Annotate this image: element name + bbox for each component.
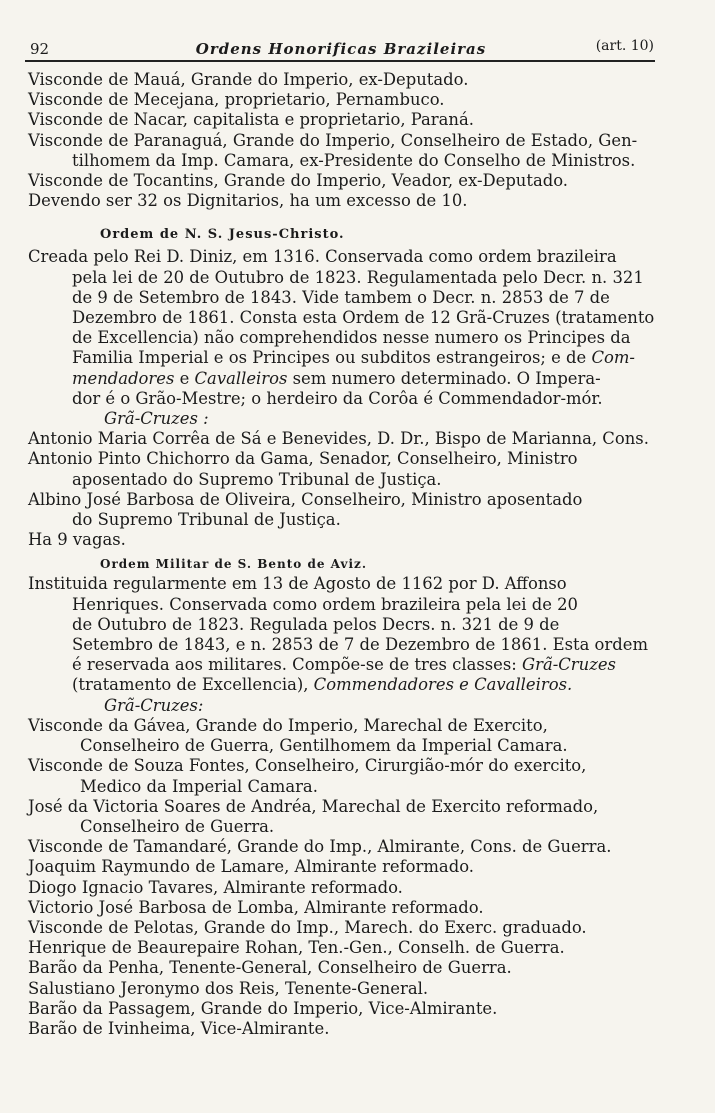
paragraph-line: Instituida regularmente em 13 de Agosto de 1162 por D. Affonso — [28, 574, 567, 594]
subheading: Grã-Cruzes: — [104, 695, 204, 715]
member-entry-continuation: Conselheiro de Guerra. — [80, 816, 275, 836]
text-run: é reservada aos militares. Compõe-se de tres classes: — [72, 655, 523, 675]
vacancies-note: Ha 9 vagas. — [28, 530, 126, 550]
paragraph-line: Dezembro de 1861. Consta esta Ordem de 12 Grã-Cruzes (tratamento — [72, 308, 655, 328]
header-rule — [25, 60, 655, 62]
member-entry: Victorio José Barbosa de Lomba, Almirante reformado. — [28, 897, 484, 917]
paragraph-line: de Outubro de 1823. Regulada pelos Decrs. n. 321 de 9 de — [72, 614, 560, 634]
member-entry: Henrique de Beaurepaire Rohan, Ten.-Gen., Conselh. de Guerra. — [28, 938, 565, 958]
member-entry: Barão de Ivinheima, Vice-Almirante. — [28, 1018, 330, 1038]
paragraph-line: Henriques. Conservada como ordem brazileira pela lei de 20 — [72, 594, 578, 614]
subheading: Grã-Cruzes : — [104, 409, 209, 429]
text-run: Familia Imperial e os Principes ou subditos estrangeiros; e de — [72, 348, 592, 368]
italic-text: Grã-Cruzes — [522, 655, 616, 675]
member-entry: Visconde da Gávea, Grande do Imperio, Marechal de Exercito, — [28, 715, 548, 735]
paragraph-line: pela lei de 20 de Outubro de 1823. Regulamentada pelo Decr. n. 321 — [72, 267, 644, 287]
list-item: Visconde de Paranaguá, Grande do Imperio, Conselheiro de Estado, Gen- — [28, 130, 638, 150]
member-entry: Albino José Barbosa de Oliveira, Conselheiro, Ministro aposentado — [28, 489, 583, 509]
section-heading: Ordem Militar de S. Bento de Aviz. — [100, 557, 368, 572]
member-entry: Barão da Penha, Tenente-General, Conselheiro de Guerra. — [28, 958, 512, 978]
list-item: Visconde de Nacar, capitalista e proprietario, Paraná. — [28, 110, 474, 130]
member-entry-continuation: do Supremo Tribunal de Justiça. — [72, 510, 341, 530]
member-entry: Salustiano Jeronymo dos Reis, Tenente-General. — [28, 978, 429, 998]
member-entry: Visconde de Pelotas, Grande do Imp., Marech. do Exerc. graduado. — [28, 917, 587, 937]
member-entry: Antonio Pinto Chichorro da Gama, Senador, Conselheiro, Ministro — [28, 449, 578, 469]
italic-text: Com- — [591, 348, 635, 368]
italic-text: mendadores — [72, 368, 175, 388]
member-entry-continuation: aposentado do Supremo Tribunal de Justiça. — [72, 469, 442, 489]
summary-line: Devendo ser 32 os Dignitarios, ha um excesso de 10. — [28, 191, 468, 211]
paragraph-line — [28, 369, 668, 389]
paragraph-line — [28, 655, 668, 675]
member-entry: Visconde de Souza Fontes, Conselheiro, Cirurgião-mór do exercito, — [28, 756, 587, 776]
paragraph-line: Setembro de 1843, e n. 2853 de 7 de Dezembro de 1861. Esta ordem — [72, 635, 648, 655]
member-entry-continuation: Medico da Imperial Camara. — [80, 776, 318, 796]
member-entry: Joaquim Raymundo de Lamare, Almirante reformado. — [28, 857, 474, 877]
list-item: Visconde de Tocantins, Grande do Imperio, Veador, ex-Deputado. — [28, 171, 569, 191]
text-run: sem numero determinado. O Impera- — [287, 368, 601, 388]
text-run: (tratamento de Excellencia), — [72, 675, 314, 695]
section-heading: Ordem de N. S. Jesus-Christo. — [100, 227, 345, 243]
text-run: e — [174, 368, 195, 388]
list-item: Visconde de Mauá, Grande do Imperio, ex-Deputado. — [28, 70, 469, 89]
page-header — [22, 36, 660, 60]
page-number: 92 — [30, 40, 50, 58]
paragraph-line — [28, 348, 668, 368]
page-body — [28, 70, 668, 1039]
member-entry: Antonio Maria Corrêa de Sá e Benevides, D. Dr., Bispo de Marianna, Cons. — [28, 429, 649, 449]
paragraph-line — [28, 675, 668, 695]
member-entry: Visconde de Tamandaré, Grande do Imp., Almirante, Cons. de Guerra. — [28, 837, 612, 857]
paragraph-line: de Excellencia) não comprehendidos nesse numero os Principes da — [72, 328, 631, 348]
italic-text: Commendadores e Cavalleiros. — [313, 675, 573, 695]
paragraph-line: dor é o Grão-Mestre; o herdeiro da Corôa é Commendador-mór. — [72, 388, 603, 408]
article-reference: (art. 10) — [595, 38, 654, 54]
paragraph-line: de 9 de Setembro de 1843. Vide tambem o Decr. n. 2853 de 7 de — [72, 287, 610, 307]
member-entry-continuation: Conselheiro de Guerra, Gentilhomem da Imperial Camara. — [80, 736, 568, 756]
member-entry: Diogo Ignacio Tavares, Almirante reformado. — [28, 877, 403, 897]
paragraph-line: Creada pelo Rei D. Diniz, em 1316. Conservada como ordem brazileira — [28, 247, 617, 267]
running-title: Ordens Honorificas Brazileiras — [195, 40, 487, 58]
list-item-continuation: tilhomem da Imp. Camara, ex-Presidente do Conselho de Ministros. — [72, 150, 636, 170]
member-entry: José da Victoria Soares de Andréa, Marechal de Exercito reformado, — [28, 796, 599, 816]
list-item: Visconde de Mecejana, proprietario, Pernambuco. — [28, 90, 445, 110]
member-entry: Barão da Passagem, Grande do Imperio, Vice-Almirante. — [28, 998, 498, 1018]
italic-text: Cavalleiros — [194, 368, 288, 388]
